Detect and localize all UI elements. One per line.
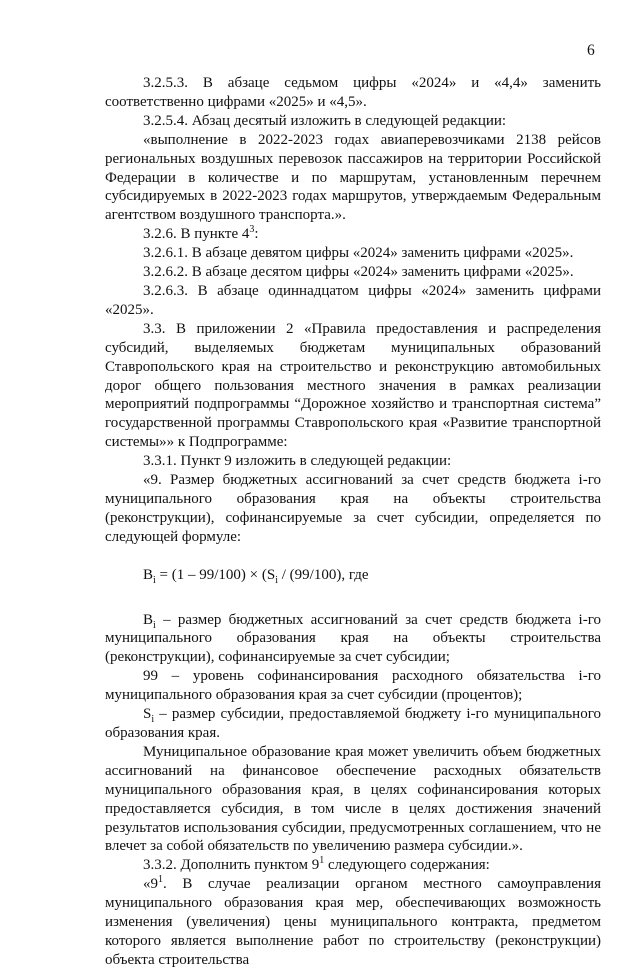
paragraph-3-2-6 (105, 225, 601, 244)
paragraph-3-2-6-text: 3.2.6. В пункте 4 (143, 226, 250, 243)
formula-lhs-subscript: i (153, 574, 156, 586)
paragraph-definition-99: 99 – уровень софинансирования расходного обязательства i-го муниципального образования края за счет субсидии (процентов); (105, 668, 601, 704)
definition-b-symbol: B (143, 611, 154, 628)
paragraph-3-3-2 (105, 856, 601, 875)
superscript: 1 (319, 855, 325, 867)
paragraph-3-2-6-end: : (254, 226, 259, 243)
paragraph-quote-flights: «выполнение в 2022-2023 годах авиаперевозчиками 2138 рейсов региональных воздушных перевозок пассажиров на территории Российской Федерации в количестве и по маршрутам, установленным перечнем субсидируемых в 2022-2023 годах маршрутов, утверждаемым Федеральным агентством воздушного транспорта.». (105, 131, 601, 224)
formula-rhs: / (99/100), где (278, 566, 369, 583)
formula (105, 566, 601, 585)
paragraph-quote-9-1-text: . В случае реализации органом местного самоуправления муниципального образования края мер, обеспечивающих возможность изменения (увеличения) цены муниципального контракта, предметом которого является выполнение работ по строительству (реконструкции) объекта строительства (105, 876, 601, 968)
formula-middle: = (1 – 99/100) × (S (155, 566, 276, 583)
paragraph-quote-9: «9. Размер бюджетных ассигнований за счет средств бюджета i-го муниципального образования края на объекты строительства (реконструкции), софинансируемые за счет субсидии, определяется по следующей формуле: (105, 472, 601, 545)
paragraph-3-2-5-3: 3.2.5.3. В абзаце седьмом цифры «2024» и «4,4» заменить соответственно цифрами «2025» и «4,5». (105, 75, 601, 110)
paragraph-3-3-2-end: следующего содержания: (324, 857, 490, 874)
paragraph-3-2-6-1: 3.2.6.1. В абзаце девятом цифры «2024» заменить цифрами «2025». (143, 245, 574, 262)
definition-b-subscript: i (153, 619, 156, 631)
superscript: 1 (158, 874, 163, 886)
page-number: 6 (587, 42, 595, 59)
paragraph-3-3: 3.3. В приложении 2 «Правила предоставления и распределения субсидий, выделяемых бюджетам муниципальных образований Ставропольского края на строительство и реконструкцию автомобильных дорог общего пользования местного значения в рамках реализации мероприятий подпрограммы “Дорожное хозяйство и транспортная система” государственной программы Ставропольского края «Развитие транспортной системы»» к Подпрограмме: (105, 320, 601, 451)
paragraph-3-2-6-3: 3.2.6.3. В абзаце одиннадцатом цифры «2024» заменить цифрами «2025». (105, 282, 601, 318)
paragraph-definition-b (105, 611, 601, 668)
definition-s-subscript: i (151, 714, 155, 726)
definition-s-text: – размер субсидии, предоставляемой бюджету i-го муниципального образования края. (105, 706, 601, 741)
paragraph-quote-9-1-start: «9 (143, 876, 158, 893)
paragraph-3-3-1: 3.3.1. Пункт 9 изложить в следующей редакции: (143, 453, 452, 470)
paragraph-definition-s (105, 705, 601, 743)
definition-b-text: – размер бюджетных ассигнований за счет средств бюджета i-го муниципального образования края на объекты строительства (реконструкции), софинансируемые за счет субсидии; (105, 611, 601, 666)
definition-s-symbol: S (143, 706, 152, 723)
paragraph-municipal-increase: Муниципальное образование края может увеличить объем бюджетных ассигнований на финансовое обеспечение расходных обязательств муниципального образования края, в целях софинансирования которых предоставляется субсидия, в том числе в целях достижения значений результатов использования субсидии, предусмотренных соглашением, что не влечет за собой обязательств по увеличению размера субсидии.». (105, 743, 601, 855)
formula-lhs: B (143, 566, 154, 583)
paragraph-quote-9-1 (105, 875, 601, 970)
paragraph-3-3-2-text: 3.3.2. Дополнить пунктом 9 (143, 857, 320, 874)
document-body (105, 74, 601, 970)
paragraph-3-2-5-4: 3.2.5.4. Абзац десятый изложить в следующей редакции: (143, 112, 507, 129)
paragraph-3-2-6-2: 3.2.6.2. В абзаце десятом цифры «2024» заменить цифрами «2025». (143, 264, 574, 281)
formula-s-subscript: i (275, 574, 278, 586)
superscript: 3 (249, 224, 255, 236)
